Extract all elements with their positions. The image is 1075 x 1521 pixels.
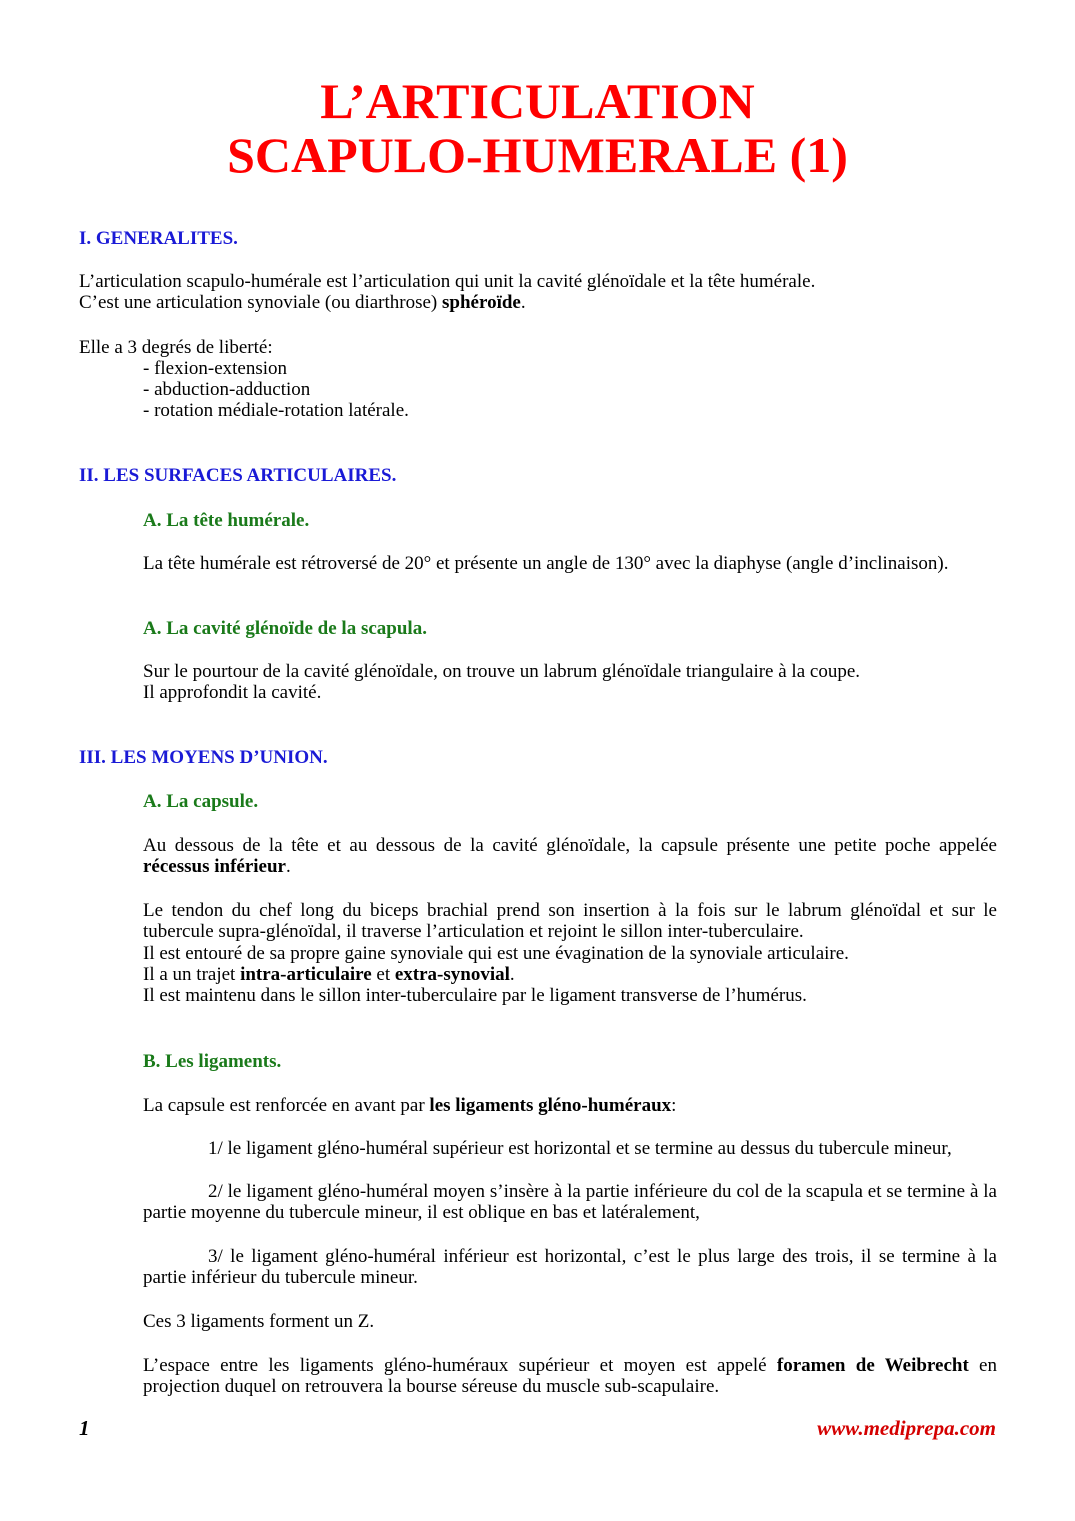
title-line-1: L’ARTICULATION — [320, 73, 755, 129]
ligaments-intro-pre: La capsule est renforcée en avant par — [143, 1095, 430, 1116]
capsule-p1-text: Au dessous de la tête et au dessous de la cavité glénoïdale, la capsule présente une petite poche appelée — [143, 835, 997, 856]
weibrecht-post: en projection duquel on retrouvera la bourse séreuse du muscle sub-scapulaire. — [143, 1355, 997, 1397]
ligaments-intro — [143, 1095, 997, 1116]
punct: : — [671, 1095, 677, 1116]
punct: . — [509, 964, 515, 985]
generalites-paragraph — [79, 271, 999, 313]
ligaments-z-text: Ces 3 ligaments forment un Z. — [143, 1311, 375, 1332]
capsule-p5-line: Il est maintenu dans le sillon inter-tuberculaire par le ligament transverse de l’humérus. — [143, 985, 807, 1006]
subheading-cavite-glenoide: A. La cavité glénoïde de la scapula. — [143, 618, 427, 639]
punct: . — [285, 856, 291, 877]
section-heading-surfaces: II. LES SURFACES ARTICULAIRES. — [79, 465, 397, 486]
generalites-line-2: C’est une articulation synoviale (ou diarthrose) — [79, 292, 443, 313]
subheading-ligaments: B. Les ligaments. — [143, 1051, 282, 1072]
section-heading-moyens-union: III. LES MOYENS D’UNION. — [79, 747, 328, 768]
dof-item-2: - abduction-adduction — [143, 379, 311, 400]
punct: . — [520, 292, 526, 313]
ligament-item-2: 2/ le ligament gléno-huméral moyen s’insère à la partie inférieure du col de la scapula et se termine à la partie moyenne du tubercule mineur, il est oblique en bas et latéralement, — [143, 1181, 997, 1223]
cavite-line-2: Il approfondit la cavité. — [143, 682, 322, 703]
ligament-item-1: 1/ le ligament gléno-huméral supérieur est horizontal et se termine au dessus du tubercule mineur, — [208, 1138, 952, 1159]
term-foramen-weibrecht: foramen de Weibrecht — [776, 1355, 969, 1376]
subheading-tete-humerale: A. La tête humérale. — [143, 510, 310, 531]
capsule-paragraph-1 — [143, 835, 997, 877]
page-title — [0, 74, 1075, 182]
capsule-p3-line: Il est entouré de sa propre gaine synoviale qui est une évagination de la synoviale articulaire. — [143, 943, 849, 964]
generalites-line-1: L’articulation scapulo-humérale est l’articulation qui unit la cavité glénoïdale et la tête humérale. — [79, 271, 816, 292]
dof-item-3: - rotation médiale-rotation latérale. — [143, 400, 409, 421]
cavite-line-1: Sur le pourtour de la cavité glénoïdale, on trouve un labrum glénoïdale triangulaire à la coupe. — [143, 661, 860, 682]
ligament-item-3: 3/ le ligament gléno-huméral inférieur est horizontal, c’est le plus large des trois, il se termine à la partie inférieur du tubercule mineur. — [143, 1246, 997, 1288]
subheading-capsule: A. La capsule. — [143, 791, 259, 812]
tete-humerale-text: La tête humérale est rétroversé de 20° et présente un angle de 130° avec la diaphyse (angle d’inclinaison). — [143, 553, 949, 574]
page-number: 1 — [79, 1416, 90, 1440]
capsule-p4-pre: Il a un trajet — [143, 964, 241, 985]
title-line-2: SCAPULO-HUMERALE (1) — [227, 127, 848, 183]
dof-list — [143, 358, 409, 421]
section-heading-generalites: I. GENERALITES. — [79, 228, 238, 249]
dof-intro: Elle a 3 degrés de liberté: — [79, 337, 273, 358]
capsule-paragraph-2: Le tendon du chef long du biceps brachial prend son insertion à la fois sur le labrum glénoïdal et sur le tubercule supra-glénoïdal, il traverse l’articulation et rejoint le sillon inter-tuberculaire. — [143, 900, 997, 942]
term-intra-articulaire: intra-articulaire — [240, 964, 372, 985]
cavite-glenoide-text — [143, 661, 997, 703]
term-extra-synovial: extra-synovial — [394, 964, 510, 985]
capsule-paragraph-3 — [143, 943, 997, 1006]
weibrecht-pre: L’espace entre les ligaments gléno-huméraux supérieur et moyen est appelé — [143, 1355, 777, 1376]
term-spheroide: sphéroïde — [442, 292, 521, 313]
dof-item-1: - flexion-extension — [143, 358, 288, 379]
term-ligaments-gleno-humeraux: les ligaments gléno-huméraux — [429, 1095, 672, 1116]
term-recessus-inferieur: récessus inférieur — [143, 856, 286, 877]
capsule-p4-mid: et — [371, 964, 395, 985]
footer-website-link[interactable]: www.mediprepa.com — [817, 1416, 996, 1440]
weibrecht-paragraph — [143, 1355, 997, 1397]
